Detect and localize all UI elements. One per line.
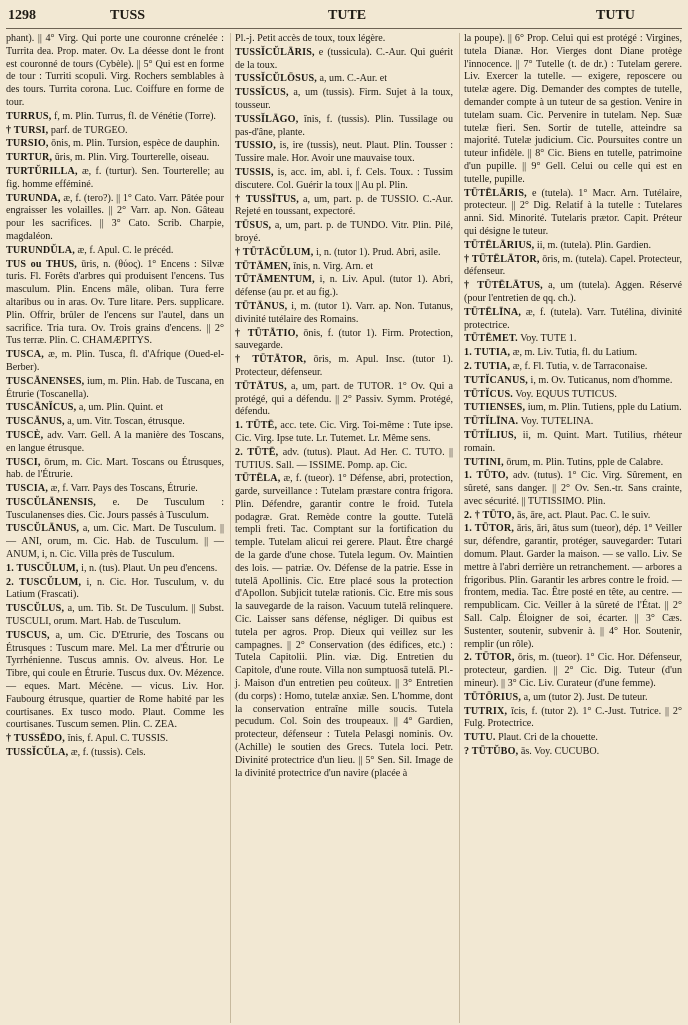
entry-definition: a, um, part. p. de TUNDO. Vitr. Plin. Pilé, broyé. xyxy=(235,220,453,244)
entry-definition: a, um. C.-Aur. et xyxy=(319,73,388,85)
entry-headword: TŪTĒLA, xyxy=(235,473,281,485)
column-2 xyxy=(230,33,453,1023)
dictionary-entry xyxy=(464,523,682,651)
entry-headword: TŪTĀNUS, xyxy=(235,300,288,312)
entry-headword: TUSSĬCUS, xyxy=(235,87,289,99)
dictionary-entry xyxy=(6,152,224,165)
entry-definition: a, um. Cic. D'Etrurie, des Toscans ou Étrusques : Tuscum mare. Mel. La mer d'Étrurie ou Tyrrhénienne. Tuscus amnis. Ov. alveus. Hor. Le Tibre, qui coule en Étrurie. Tuscus dux. Ov. Mézence. — eques. Mart. Mécène. — vicus. Liv. Hor. Faubourg étrusque, quartier de Rome habité par les courtisanes. Ex tusco modo. Plaut. Comme les courtisanes. Tuscum semen. Plin. C. ZEA. xyxy=(6,629,224,731)
entry-definition: ōris, m. Apul. Insc. (tutor 1). Protecteur, défenseur. xyxy=(235,354,453,378)
entry-definition: ĭnis, f. Apul. C. TUSSIS. xyxy=(67,733,169,745)
dictionary-entry xyxy=(6,483,224,496)
entry-headword: TŪTĬLĪNA. xyxy=(464,416,519,428)
entry-headword: 1. TŪTO, xyxy=(464,470,509,482)
header-center-word: TUTE xyxy=(328,8,367,23)
entry-definition: āris, āri, ātus sum (tueor), dép. 1° Veiller sur, défendre, garantir, protéger, sauvegarder: Tutari domum. Plaut. Garder la maison. — se vallo. Liv. Se mettre à l'abri derrière un retranchement. — arbores a frigoribus. Plin. Garantir les arbres contre le froid. — frontem, media. Tac. Être posté en tête, au centre. — rempublicam. Cic. Veiller à la sûreté de l'État. || 2° Sall. Calp. Éloigner de soi, écarter. || 3° Cæs. Sustenter, soutenir, subvenir à. || 4° Hor. Soutenir, remplir (un rôle). xyxy=(464,523,682,650)
dictionary-entry xyxy=(464,732,682,745)
entry-headword: † TŪTĒLĀTOR, xyxy=(464,253,540,265)
dictionary-entry xyxy=(235,33,453,46)
entry-headword: TUSCĀNUS, xyxy=(6,416,65,428)
entry-definition: ĭnis, f. (tussis). Plin. Tussilage ou pas-d'âne, plante. xyxy=(235,113,453,138)
entry-definition: ās. Voy. CUCUBO. xyxy=(520,746,600,758)
dictionary-entry xyxy=(235,194,453,220)
dictionary-entry xyxy=(235,220,453,246)
dictionary-entry xyxy=(464,375,682,388)
dictionary-entry xyxy=(235,420,453,446)
entry-headword: TŪTĬCUS. xyxy=(464,388,513,400)
entry-definition: ōnis, m. Plin. Tursion, espèce de dauphin. xyxy=(51,138,220,150)
dictionary-entry xyxy=(464,333,682,346)
entry-definition: æ, f. Apul. C. le précéd. xyxy=(77,244,174,256)
dictionary-entry xyxy=(6,523,224,561)
entry-headword: TŪTĀTUS, xyxy=(235,380,287,392)
entry-headword: 1. TUTIA, xyxy=(464,347,511,359)
dictionary-entry xyxy=(464,470,682,508)
entry-headword: TŪTĒLĪNA, xyxy=(464,306,522,318)
entry-definition: æ, f. (tussis). Cels. xyxy=(70,747,146,759)
entry-headword: TURTUR, xyxy=(6,152,53,164)
entry-headword: 1. TUSCŬLUM, xyxy=(6,562,79,574)
entry-definition: i, n. Cic. Hor. Tusculum, v. du Latium (Frascati). xyxy=(6,576,224,601)
entry-headword: TUTRIX, xyxy=(464,705,508,717)
dictionary-entry xyxy=(235,140,453,166)
entry-definition: is, acc. im, abl. i, f. Cels. Toux. : Tussim discutere. Col. Guérir la toux || Au pl. Plin. xyxy=(235,166,453,191)
entry-definition: adv. Varr. Gell. A la manière des Toscans, en langue étrusque. xyxy=(6,429,224,454)
dictionary-entry xyxy=(6,166,224,192)
dictionary-entry xyxy=(235,473,453,780)
entry-headword: † TŪTĀTIO, xyxy=(235,327,299,339)
entry-headword: TUSSĬLĀGO, xyxy=(235,113,299,125)
header-right-word: TUTU xyxy=(596,8,635,23)
page-header xyxy=(6,4,682,29)
dictionary-entry xyxy=(235,87,453,113)
entry-definition: parf. de TURGEO. xyxy=(50,124,128,136)
entry-definition: acc. tete. Cic. Virg. Toi-même : Tute ipse. Cic. Virg. Ipse tute. Lr. Tutemet. Lr. Même sens. xyxy=(235,420,453,444)
entry-headword: TUSCĀNENSES, xyxy=(6,375,85,387)
entry-headword: † TUSSĒDO, xyxy=(6,733,66,745)
dictionary-entry xyxy=(6,563,224,576)
text-columns xyxy=(6,33,682,1023)
entry-headword: TUSCUS, xyxy=(6,629,50,641)
column-1 xyxy=(6,33,224,1023)
dictionary-entry xyxy=(235,354,453,380)
dictionary-entry xyxy=(6,603,224,629)
entry-headword: 2. TŪTOR, xyxy=(464,652,515,664)
entry-headword: TUSCŬLĀNUS, xyxy=(6,523,80,535)
entry-definition: īcis, f. (tutor 2). 1° C.-Just. Tutrice. || 2° Fulg. Protectrice. xyxy=(464,705,682,730)
entry-definition: ōnis, f. (tutor 1). Firm. Protection, sauvegarde. xyxy=(235,327,453,352)
entry-definition: i, n. (tutor 1). Prud. Abri, asile. xyxy=(316,246,441,258)
dictionary-entry xyxy=(6,630,224,732)
entry-definition: adv. (tutus). Plaut. Ad Her. C. TUTO. || TUTIUS. Sall. — ISSIME. Pomp. ap. Cic. xyxy=(235,446,453,471)
entry-headword: † TŪTĀTOR, xyxy=(235,354,307,366)
entry-definition: a, um, part. p. de TUSSIO. C.-Aur. Rejeté en toussant, expectoré. xyxy=(235,193,453,218)
entry-headword: TUTINI, xyxy=(464,456,504,468)
entry-definition: ōris, m. (tutela). Capel. Protecteur, défenseur. xyxy=(464,253,682,278)
entry-headword: TŪTĀMENTUM, xyxy=(235,274,315,286)
entry-definition: a, um (tutela). Aggen. Réservé (pour l'entretien de qq. ch.). xyxy=(464,280,682,304)
entry-headword: TUSSIS, xyxy=(235,166,274,178)
dictionary-entry xyxy=(235,167,453,193)
entry-headword: TŪSUS, xyxy=(235,220,272,232)
dictionary-entry xyxy=(464,280,682,306)
entry-headword: † TŪTĒLĀTUS, xyxy=(464,280,543,292)
entry-definition: i, m. Ov. Tuticanus, nom d'homme. xyxy=(530,374,673,386)
entry-definition: a, um (tutor 2). Just. De tuteur. xyxy=(523,691,648,703)
dictionary-entry xyxy=(235,261,453,274)
entry-headword: TUSCŬLUS, xyxy=(6,603,65,615)
entry-headword: 1. TŪTĒ, xyxy=(235,420,278,432)
dictionary-entry xyxy=(464,33,682,187)
dictionary-entry xyxy=(6,259,224,349)
entry-definition: æ, f. Varr. Pays des Toscans, Étrurie. xyxy=(50,483,198,495)
entry-definition: a, um. Cic. Mart. De Tusculum. || — ANI, orum, m. Cic. Hab. de Tusculum. || — ANUM, i, n. Cic. Villa près de Tusculum. xyxy=(6,523,224,561)
entry-headword: † TUSSĪTUS, xyxy=(235,193,299,205)
entry-headword: TUTIENSES, xyxy=(464,402,526,414)
entry-headword: TŪTĒLĀRIS, xyxy=(464,187,527,199)
entry-definition: e (tussicula). C.-Aur. Qui guérit de la toux. xyxy=(235,46,453,71)
entry-headword: TŪTĬLIUS, xyxy=(464,429,517,441)
dictionary-entry xyxy=(464,254,682,280)
page-number: 1298 xyxy=(8,8,36,23)
dictionary-entry xyxy=(6,733,224,746)
entry-headword: TUSCÈ, xyxy=(6,429,44,441)
entry-headword: TUTU. xyxy=(464,732,496,744)
dictionary-entry xyxy=(235,328,453,354)
entry-definition: Voy. TUTELINA. xyxy=(520,416,594,428)
dictionary-entry xyxy=(464,510,682,523)
dictionary-entry xyxy=(464,307,682,333)
dictionary-entry xyxy=(464,652,682,690)
entry-headword: TUSCA, xyxy=(6,349,44,361)
entry-definition: i, m. (tutor 1). Varr. ap. Non. Tutanus, divinité tutélaire des Romains. xyxy=(235,300,453,325)
header-left-word: TUSS xyxy=(110,8,146,23)
entry-definition: ās, āre, act. Plaut. Pac. C. le suiv. xyxy=(516,509,651,521)
entry-headword: TUSSĬCŬLĀRIS, xyxy=(235,46,315,58)
entry-definition: is, ire (tussis), neut. Plaut. Plin. Tousser : Tussire male. Hor. Avoir une mauvaise toux. xyxy=(235,140,453,165)
dictionary-entry xyxy=(6,430,224,456)
dictionary-entry xyxy=(6,376,224,402)
dictionary-entry xyxy=(6,497,224,523)
entry-definition: æ, f. (tero?). || 1° Cato. Varr. Pâtée pour engraisser les volailles. || 2° Varr. ap. Non. Gâteau pour les sacrifices. || 3° Cato. Scrib. Charpie, magdaléon. xyxy=(6,192,224,242)
entry-definition: phant). || 4° Virg. Qui porte une couronne crénelée : Turrita dea. Prop. mater. Ov. La déesse dont le front est couronné de tours (Cybèle). || 5° Qui est en forme de tour : Turriti scopuli. Virg. Rochers semblables à des tours. Turrita corona. Luc. Coiffure en forme de tour. xyxy=(6,33,224,108)
entry-definition: æ, f. (turtur). Sen. Tourterelle; au fig. homme efféminé. xyxy=(6,165,224,190)
entry-definition: ōrum, m. Plin. Tutins, pple de Calabre. xyxy=(506,456,664,468)
entry-headword: TUTĬCANUS, xyxy=(464,374,528,386)
entry-definition: æ, m. Plin. Tusca, fl. d'Afrique (Oued-el-Berber). xyxy=(6,349,224,373)
entry-definition: ii, m. (tutela). Plin. Gardien. xyxy=(536,239,651,251)
dictionary-entry xyxy=(6,402,224,415)
dictionary-entry xyxy=(6,33,224,110)
entry-definition: Voy. EQUUS TUTICUS. xyxy=(515,388,617,400)
dictionary-entry xyxy=(6,111,224,124)
entry-definition: a, um. Plin. Quint. et xyxy=(78,402,164,414)
entry-definition: æ, f. (tueor). 1° Défense, abri, protection, garde, surveillance : Tutelam præstare contra frigora. Plin. Défendre, garantir contre le froid. Tutela podagræ. Grat. Remède contre la goutte. Tutelā templi freti. Tac. Comptant sur la fortification du temple. Tutelam alicui rei gerere. Plaut. Être chargé de la garde d'une chose. Tutela legum. Ov. Maintien des lois. — patriæ. Ov. Défense de la patrie. Esse in tutelā Apollinis. Cic. Etre placé sous la protection d'Apollon. Subjicit tutelæ rationis. Cic. Etre mis sous la sauvegarde de la raison. Vacuum tutelā relinquere. Cic. Laisser sans défense, négliger. Di quibus est tutela per agros. Prop. Dieux qui veillez sur les campagnes. || 2° Conservation (des édifices, etc.) : Tutela Capitolii. Plin. viæ. Dig. Entretien du Capitole, d'une route. Villa non sumptuosā tutelā. Pl.-j. Maison d'un entretien peu coûteux. || 3° Entretien (du corps) : Homo, tutelæ anxiæ. Sen. L'homme, dont la conservation entraîne mille soucis. Tutela pecudum. Col. Soin des troupeaux. || 4° Gardien, protecteur, défenseur : Tutela Pelasgi nominis. Ov. (Achille) le soutien des Grecs. Tutela loci. Petr. Divinité protectrice d'un lieu. || 5° Sen. Sil. Image de la divinité protectrice d'un navire (placée à xyxy=(235,473,453,779)
entry-headword: 2. TŪTĒ, xyxy=(235,446,279,458)
dictionary-entry xyxy=(464,240,682,253)
entry-headword: 1. TŪTOR, xyxy=(464,523,515,535)
dictionary-entry xyxy=(6,193,224,244)
dictionary-entry xyxy=(464,389,682,402)
entry-headword: TURSIO, xyxy=(6,138,49,150)
dictionary-entry xyxy=(6,457,224,483)
dictionary-entry xyxy=(6,747,224,760)
dictionary-entry xyxy=(235,247,453,260)
entry-headword: TURRUS, xyxy=(6,110,52,122)
entry-headword: 2. † TŪTO, xyxy=(464,509,515,521)
entry-definition: ium, m. Plin. Tutiens, pple du Latium. xyxy=(527,402,682,414)
entry-headword: 2. TUTIA, xyxy=(464,360,511,372)
dictionary-entry xyxy=(235,47,453,73)
dictionary-entry xyxy=(464,692,682,705)
dictionary-entry xyxy=(6,349,224,375)
entry-definition: e (tutela). 1° Macr. Arn. Tutélaire, protecteur. || 2° Dig. Relatif à la tutelle : Tutelares anni. Sid. Minorité. Tutelaris prætor. Capit. Préteur qui désigne le tuteur. xyxy=(464,187,682,237)
dictionary-entry xyxy=(464,706,682,732)
dictionary-entry xyxy=(6,245,224,258)
entry-headword: TŪTĒLĀRIUS, xyxy=(464,239,535,251)
entry-definition: æ, f. (tutela). Varr. Tutélina, divinité protectrice. xyxy=(464,306,682,331)
entry-definition: æ, f. Fl. Tutia, v. de Tarraconaise. xyxy=(512,360,648,372)
dictionary-entry xyxy=(464,188,682,239)
entry-definition: Voy. TUTE 1. xyxy=(520,333,577,345)
entry-definition: æ, m. Liv. Tutia, fl. du Latium. xyxy=(512,347,638,359)
entry-definition: e. De Tusculum : Tusculanenses dies. Cic. Jours passés à Tusculum. xyxy=(6,496,224,521)
entry-definition: Pl.-j. Petit accès de toux, toux légère. xyxy=(235,33,386,44)
entry-headword: TUS ou THUS, xyxy=(6,258,77,270)
entry-definition: ōris, m. (tueor). 1° Cic. Hor. Défenseur, protecteur, gardien. || 2° Cic. Dig. Tuteur (d'un mineur). || 3° Cic. Liv. Curateur (d'une femme). xyxy=(464,652,682,690)
entry-headword: † TURSI, xyxy=(6,124,49,136)
entry-definition: la poupe). || 6° Prop. Celui qui est protégé : Virgines, tutela Dianæ. Hor. Vierges dont Diane protège l'innocence. || 7° Tutelle (t. de dr.) : Tutelam gerere. Liv. Exercer la tutelle. — exigere, reposcere ou tutelæ agere. Dig. Demander des comptes de tutelle, demander compte à un tuteur de sa gestion. Venire in tutelam suam. Cic. Pervenire in tutelam. Nep. Suæ tutelæ fieri. Sen. Sortir de tutelle, atteindre sa majorité. Tutelæ judicium. Cic. Poursuites contre un tuteur infidèle. || 8° Cic. Biens en tutelle, patrimoine d'un pupille. || 9° Gell. Celui ou celle qui est en tutelle, pupille. xyxy=(464,33,682,185)
dictionary-entry xyxy=(464,457,682,470)
entry-headword: TUSCŬLĀNENSIS, xyxy=(6,496,97,508)
dictionary-entry xyxy=(464,430,682,456)
entry-headword: TURUNDA, xyxy=(6,192,61,204)
entry-headword: † TŪTĀCŬLUM, xyxy=(235,246,314,258)
entry-definition: ĭnis, n. Virg. Arn. et xyxy=(293,260,374,272)
dictionary-entry xyxy=(235,447,453,473)
entry-definition: adv. (tutus). 1° Cic. Virg. Sûrement, en sûreté, sans danger. || 2° Ov. Sen.-tr. Sans crainte, avec sécurité. || TUTISSIMO. Plin. xyxy=(464,470,682,507)
entry-definition: a, um. Tib. St. De Tusculum. || Subst. TUSCULI, orum. Mart. Hab. de Tusculum. xyxy=(6,603,224,628)
dictionary-entry xyxy=(235,274,453,300)
dictionary-entry xyxy=(235,73,453,86)
entry-headword: TURTŬRILLA, xyxy=(6,165,78,177)
dictionary-entry xyxy=(6,138,224,151)
entry-headword: TURUNDŬLA, xyxy=(6,244,76,256)
entry-definition: f, m. Plin. Turrus, fl. de Vénétie (Torre). xyxy=(53,110,216,122)
dictionary-entry xyxy=(235,301,453,327)
entry-headword: 2. TUSCŬLUM, xyxy=(6,576,82,588)
entry-definition: a, um (tussis). Firm. Sujet à la toux, tousseur. xyxy=(235,87,453,111)
entry-headword: TUSSĬCŬLŌSUS, xyxy=(235,73,317,85)
entry-definition: ŭris, m. Plin. Virg. Tourterelle, oiseau. xyxy=(54,152,210,164)
entry-definition: a, um. Vitr. Toscan, étrusque. xyxy=(67,416,185,428)
entry-headword: TUSSIO, xyxy=(235,140,276,152)
entry-headword: TUSCIA, xyxy=(6,483,49,495)
dictionary-entry xyxy=(464,746,682,759)
dictionary-entry xyxy=(235,381,453,419)
entry-definition: i, n. (tus). Plaut. Un peu d'encens. xyxy=(81,562,218,574)
entry-definition: ōrum, m. Cic. Mart. Toscans ou Étrusques, hab. de l'Étrurie. xyxy=(6,456,224,481)
entry-headword: TUSCĀNĬCUS, xyxy=(6,402,77,414)
dictionary-entry xyxy=(235,114,453,140)
entry-definition: ūris, n. (θύος). 1° Encens : Silvæ turis. Fl. Forêts d'arbres qui produisent l'encens. Tus masculum. Plin. Encens mâle, oliban. Tura ferre altaribus ou in aras. Ov. Ture litare. Pers. supplicare. Plin. Offrir, brûler de l'encens sur l'autel, dans un sacrifice. Tria tura. Ov. Trois grains d'encens. || 2° Tus terræ. Plin. C. CHAMÆPITYS. xyxy=(6,258,224,347)
dictionary-entry xyxy=(464,402,682,415)
entry-headword: TUSSĬCŬLA, xyxy=(6,747,69,759)
dictionary-entry xyxy=(464,347,682,360)
column-3 xyxy=(459,33,682,1023)
entry-definition: ii, m. Quint. Mart. Tutilius, rhéteur romain. xyxy=(464,429,682,454)
dictionary-entry xyxy=(464,361,682,374)
dictionary-entry xyxy=(6,125,224,138)
entry-definition: Plaut. Cri de la chouette. xyxy=(498,732,598,744)
entry-headword: TŪTĀMEN, xyxy=(235,260,291,272)
entry-definition: ium, m. Plin. Hab. de Tuscana, en Étrurie (Toscanella). xyxy=(6,375,224,400)
entry-definition: i, n. Liv. Apul. (tutor 1). Abri, défense (au pr. et au fig.). xyxy=(235,274,453,299)
entry-headword: TŪTŌRIUS, xyxy=(464,691,522,703)
dictionary-entry xyxy=(6,416,224,429)
dictionary-entry xyxy=(464,416,682,429)
dictionary-entry xyxy=(6,577,224,603)
entry-definition: a, um, part. de TUTOR. 1° Ov. Qui a protégé, qui a défendu. || 2° Passiv. Symm. Protégé, défendu. xyxy=(235,380,453,418)
entry-headword: ? TŪTŬBO, xyxy=(464,746,519,758)
entry-headword: TUSCI, xyxy=(6,456,41,468)
entry-headword: TŪTĒMET. xyxy=(464,333,518,345)
